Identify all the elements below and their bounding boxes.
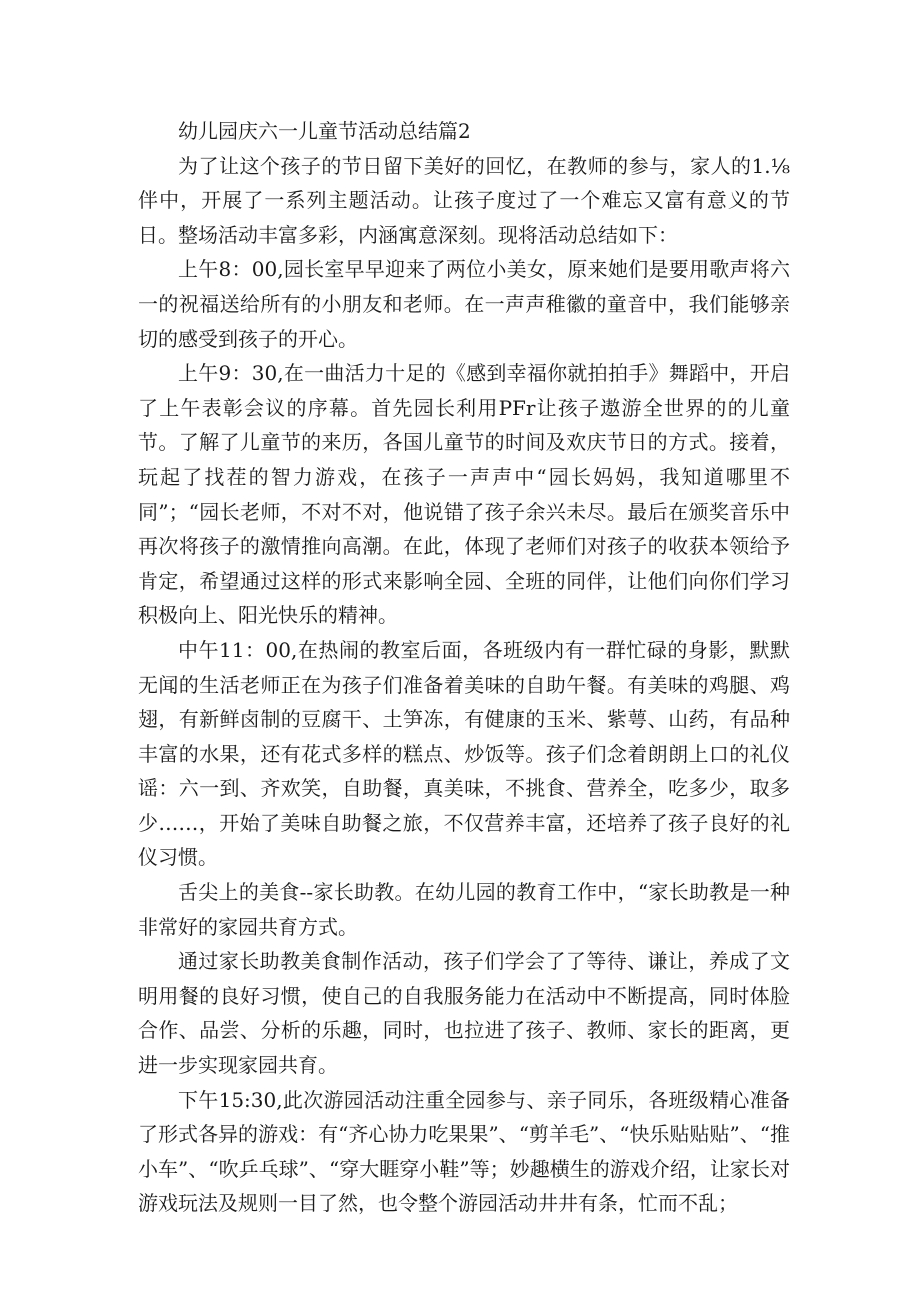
paragraph-intro: 为了让这个孩子的节日留下美好的回忆，在教师的参与，家人的1.⅛伴中，开展了一系列主题活动。让孩子度过了一个难忘又富有意义的节日。整场活动丰富多彩，内涵寓意深刻。现将活动总结如下： bbox=[138, 153, 790, 247]
paragraph-parent-helper: 舌尖上的美食--家长助教。在幼儿园的教育工作中，“家长助教是一种非常好的家园共育方式。 bbox=[138, 880, 790, 939]
paragraph-morning-930: 上午9：30,在一曲活力十足的《感到幸福你就拍拍手》舞蹈中，开启了上午表彰会议的序幕。首先园长利用PFr让孩子遨游全世界的的儿童节。了解了儿童节的来历，各国儿童节的时间及欢庆节日的方式。接着，玩起了找茬的智力游戏，在孩子一声声中“园长妈妈，我知道哪里不同”；“园长老师，不对不对，他说错了孩子余兴未尽。最后在颁奖音乐中再次将孩子的激情推向高潮。在此，体现了老师们对孩子的收获本领给予肯定，希望通过这样的形式来影响全园、全班的同伴，让他们向你们学习积极向上、阳光快乐的精神。 bbox=[138, 361, 790, 628]
paragraph-noon-11: 中午11：00,在热闹的教室后面，各班级内有一群忙碌的身影，默默无闻的生活老师正在为孩子们准备着美味的自助午餐。有美味的鸡腿、鸡翅，有新鲜卤制的豆腐干、土笋冻，有健康的玉米、紫萼、山药，有品种丰富的水果，还有花式多样的糕点、炒饭等。孩子们念着朗朗上口的礼仪谣：六一到、齐欢笑，自助餐，真美味，不挑食、营养全，吃多少，取多少……，开始了美味自助餐之旅，不仅营养丰富，还培养了孩子良好的礼仪习惯。 bbox=[138, 637, 790, 870]
document-body bbox=[138, 114, 790, 1221]
paragraph-helper-results: 通过家长助教美食制作活动，孩子们学会了了等待、谦让，养成了文明用餐的良好习惯，使自己的自我服务能力在活动中不断提高，同时体脸合作、品尝、分析的乐趣，同时，也拉进了孩子、教师、家长的距离，更进一步实现家园共育。 bbox=[138, 949, 790, 1078]
document-title: 幼儿园庆六一儿童节活动总结篇2 bbox=[178, 119, 471, 143]
paragraph-afternoon-1530: 下午15:30,此次游园活动注重全园参与、亲子同乐，各班级精心准备了形式各异的游戏：有“齐心协力吃果果”、“剪羊毛”、“快乐贴贴贴”、“推小车”、“吹乒乓球”、“穿大睚穿小鞋”等；妙趣横生的游戏介绍，让家长对游戏玩法及规则一目了然，也令整个游园活动井井有条，忙而不乱； bbox=[138, 1087, 790, 1216]
paragraph-morning-8: 上午8：00,园长室早早迎来了两位小美女，原来她们是要用歌声将六一的祝福送给所有的小朋友和老师。在一声声稚徽的童音中，我们能够亲切的感受到孩子的开心。 bbox=[138, 257, 790, 351]
